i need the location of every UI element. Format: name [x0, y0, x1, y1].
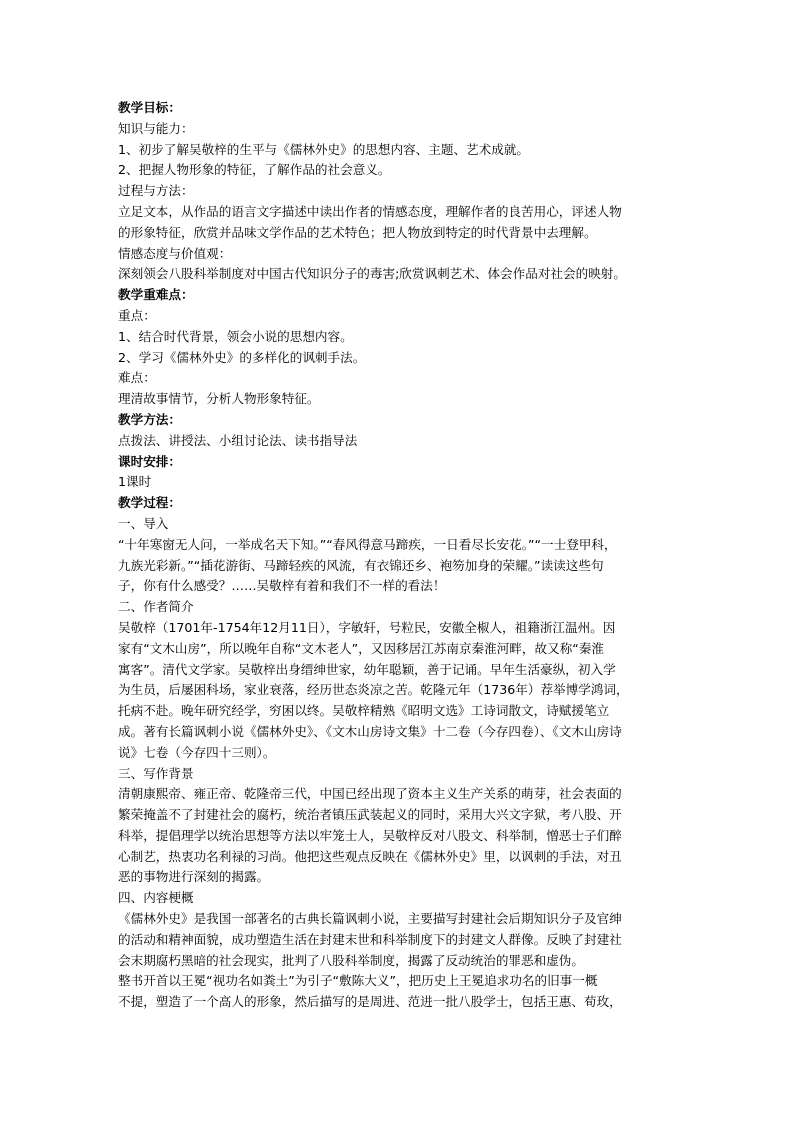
section-heading: 课时安排： — [118, 453, 181, 469]
text-line: 心制艺，热衷功名利禄的习尚。他把这些观点反映在《儒林外史》里，以讽刺的手法，对丑 — [118, 848, 622, 864]
text-line: 会末期腐朽黑暗的社会现实，批判了八股科举制度，揭露了反动统治的罪恶和虚伪。 — [118, 952, 584, 968]
text-line: 2、把握人物形象的特征，了解作品的社会意义。 — [118, 162, 391, 178]
text-line: 二、作者简介 — [118, 599, 194, 615]
section-heading: 教学重难点： — [118, 287, 194, 303]
text-line: 不提，塑造了一个高人的形象，然后描写的是周进、范进一批八股学士，包括王惠、荀玫， — [118, 994, 622, 1010]
text-line: “十年寒窗无人问，一举成名天下知。”“春风得意马蹄疾，一日看尽长安花。”“一士登甲科， — [118, 536, 617, 552]
section-heading: 教学方法： — [118, 411, 181, 427]
text-line: 寓客”。清代文学家。吴敬梓出身缙绅世家，幼年聪颖，善于记诵。早年生活豪纵，初入学 — [118, 661, 616, 677]
text-line: 三、写作背景 — [118, 765, 194, 781]
text-line: 九族光彩新。”“插花游街、马蹄轻疾的风流，有衣锦还乡、袍笏加身的荣耀。”读读这些句 — [118, 557, 604, 573]
text-line: 恶的事物进行深刻的揭露。 — [118, 869, 270, 885]
text-line: 四、内容梗概 — [118, 890, 194, 906]
text-line: 1、结合时代背景，领会小说的思想内容。 — [118, 328, 353, 344]
text-line: 知识与能力： — [118, 120, 194, 136]
text-line: 难点： — [118, 370, 156, 386]
text-line: 理清故事情节，分析人物形象特征。 — [118, 391, 320, 407]
section-heading: 教学目标： — [118, 100, 181, 115]
text-line: 整书开首以王冕“视功名如粪土”为引子“敷陈大义”，把历史上王冕追求功名的旧事一概 — [118, 973, 598, 989]
text-line: 科举，提倡理学以统治思想等方法以牢笼士人，吴敬梓反对八股文、科举制，憎恶士子们醉 — [118, 827, 622, 843]
section-heading: 教学过程： — [118, 495, 181, 511]
text-line: 为生员，后屡困科场，家业衰落，经历世态炎凉之苦。乾隆元年（1736年）荐举博学鸿词， — [118, 682, 629, 698]
text-line: 繁荣掩盖不了封建社会的腐朽，统治者镇压武装起义的同时，采用大兴文字狱，考八股、开 — [118, 807, 622, 823]
document-page — [118, 98, 684, 1013]
text-line: 说》七卷（今存四十三则）。 — [118, 744, 276, 760]
text-line: 清朝康熙帝、雍正帝、乾隆帝三代，中国已经出现了资本主义生产关系的萌芽，社会表面的 — [118, 786, 622, 802]
text-line: 吴敬梓（1701年-1754年12月11日），字敏轩，号粒民，安徽全椒人，祖籍浙江温州。因 — [118, 619, 616, 635]
text-line: 成。著有长篇讽刺小说《儒林外史》、《文木山房诗文集》十二卷（今存四卷）、《文木山房诗 — [118, 723, 622, 739]
text-line: 1、初步了解吴敬梓的生平与《儒林外史》的思想内容、主题、艺术成就。 — [118, 141, 530, 157]
text-line: 深刻领会八股科举制度对中国古代知识分子的毒害;欣赏讽刺艺术、体会作品对社会的映射。 — [118, 266, 626, 282]
text-line: 点拨法、讲授法、小组讨论法、读书指导法 — [118, 432, 358, 448]
text-line: 一、导入 — [118, 515, 169, 531]
text-line: 的形象特征，欣赏并品味文学作品的艺术特色；把人物放到特定的时代背景中去理解。 — [118, 224, 597, 240]
text-line: 立足文本，从作品的语言文字描述中读出作者的情感态度，理解作者的良苦用心，评述人物 — [118, 203, 622, 219]
text-line: 2、学习《儒林外史》的多样化的讽刺手法。 — [118, 349, 366, 365]
text-line: 情感态度与价值观： — [118, 245, 232, 261]
text-line: 《儒林外史》是我国一部著名的古典长篇讽刺小说，主要描写封建社会后期知识分子及官绅 — [118, 911, 622, 927]
text-line: 重点： — [118, 307, 156, 323]
text-line: 托病不赴。晚年研究经学，穷困以终。吴敬梓精熟《昭明文选》工诗词散文，诗赋援笔立 — [118, 703, 610, 719]
text-line: 家有“文木山房”，所以晚年自称“文木老人”，又因移居江苏南京秦淮河畔，故又称“秦淮 — [118, 640, 604, 656]
text-line: 的活动和精神面貌，成功塑造生活在封建末世和科举制度下的封建文人群像。反映了封建社 — [118, 931, 622, 947]
text-line: 过程与方法： — [118, 183, 194, 199]
text-line: 1课时 — [118, 474, 152, 490]
text-line: 子，你有什么感受？……吴敬梓有着和我们不一样的看法！ — [118, 578, 446, 594]
